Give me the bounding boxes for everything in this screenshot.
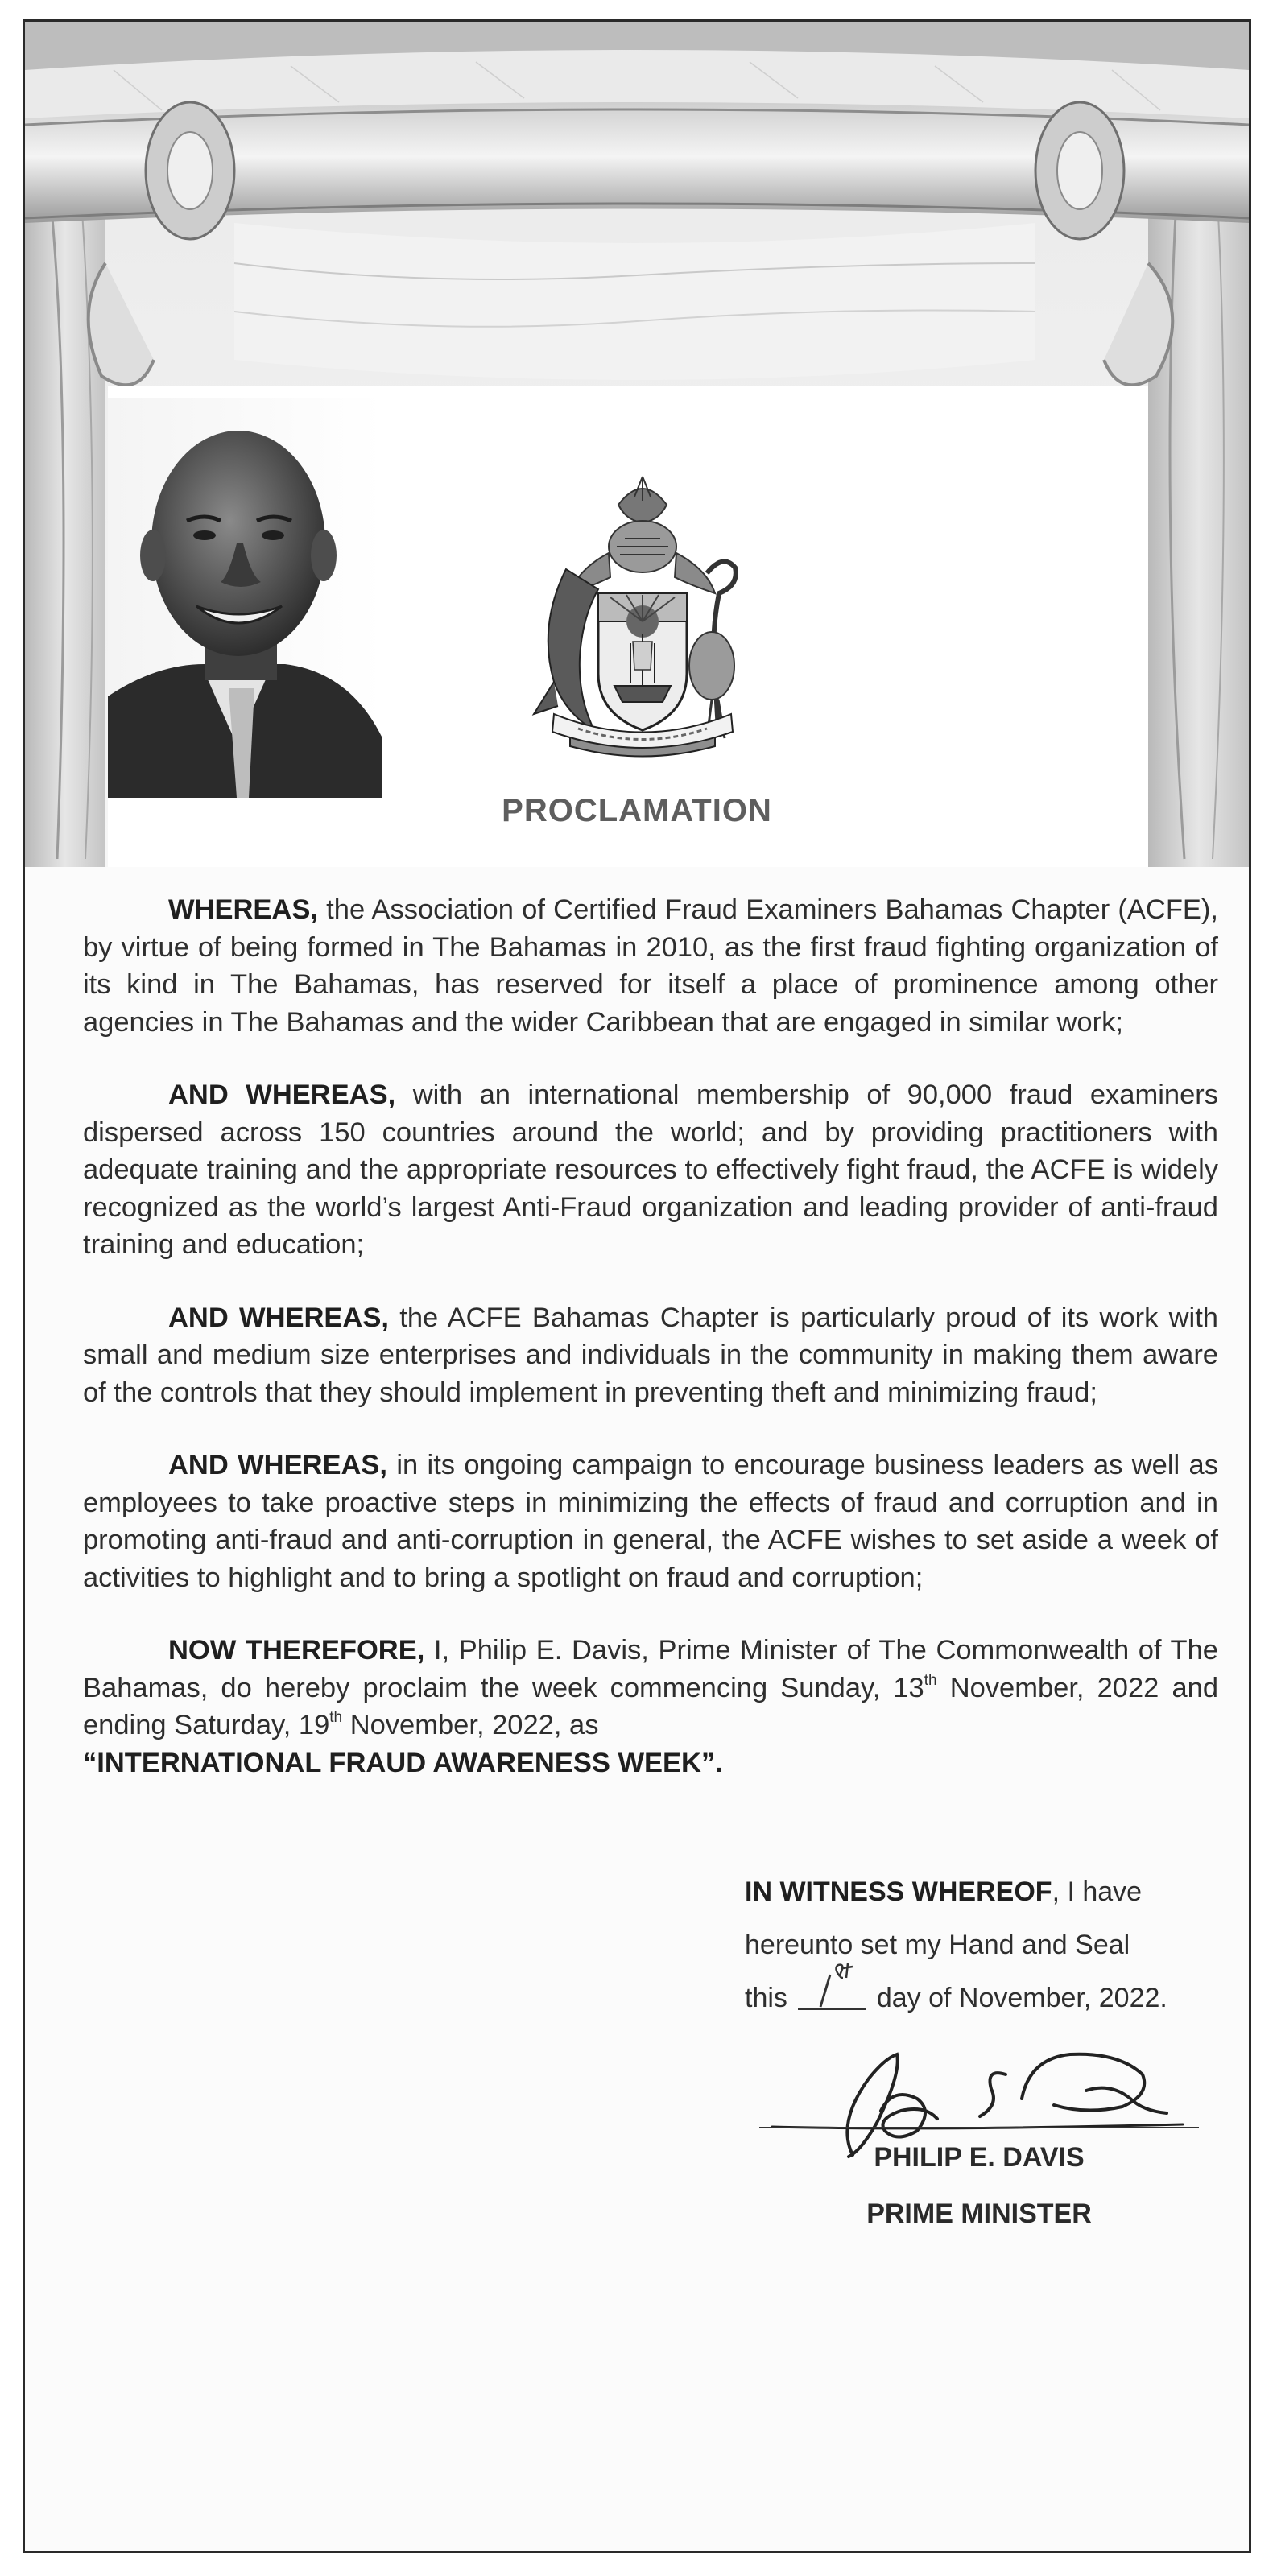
proclamation-title: PROCLAMATION (502, 793, 772, 828)
prime-minister-portrait (108, 398, 382, 798)
paragraph-lead: AND WHEREAS, (168, 1450, 388, 1480)
handwritten-day-1st (798, 1960, 866, 2008)
signatory-title: PRIME MINISTER (866, 2198, 1092, 2229)
paragraph-text: with an international membership of 90,000 fraud examiners dispersed across 150 countries around the world; and by providing practitioners with adequate training and the appropriate resources to effectively fight fraud, the ACFE is widely recognized as the world’s largest Anti-Fraud organization and leading provider of anti-fraud training and education; (83, 1080, 1218, 1260)
coat-of-arms-emblem (522, 473, 763, 762)
whereas-paragraph-4 (83, 1447, 1218, 1596)
paragraph-lead: WHEREAS, (168, 894, 318, 925)
paragraph-text: the Association of Certified Fraud Examiners Bahamas Chapter (ACFE), by virtue of being formed in The Bahamas in 2010, as the first fraud fighting organization of its kind in The Bahamas, has reserved for itself a place of prominence among other agencies in The Bahamas and the wider Caribbean that are engaged in similar work; (83, 894, 1218, 1038)
paragraph-text: in its ongoing campaign to encourage business leaders as well as employees to take proactive steps in minimizing the effects of fraud and corruption and in promoting anti-fraud and anti-corruption in general, the ACFE wishes to set aside a week of activities to highlight and to bring a spotlight on fraud and corruption; (83, 1450, 1218, 1593)
signatory-name: PHILIP E. DAVIS (874, 2142, 1085, 2173)
proclamation-body (83, 891, 1218, 1817)
proclamation-text-part3: November, 2022, as (342, 1710, 599, 1740)
paragraph-lead: AND WHEREAS, (168, 1302, 389, 1333)
proclamation-text-part2: November, 2022 and ending Saturday, 19 (83, 1672, 1219, 1740)
proclamation-page (23, 19, 1251, 2553)
witness-lead: IN WITNESS WHEREOF (745, 1876, 1052, 1907)
witness-line-1 (745, 1865, 1228, 1918)
witness-line-3-post: day of November, 2022. (876, 1983, 1167, 2013)
witness-line-3-pre: this (745, 1983, 787, 2013)
paragraph-lead: NOW THEREFORE, (168, 1635, 425, 1666)
coat-of-arms-image (522, 473, 763, 762)
paragraph-lead: AND WHEREAS, (168, 1080, 396, 1110)
ordinal-suffix: th (329, 1709, 343, 1726)
awareness-week-name: “INTERNATIONAL FRAUD AWARENESS WEEK”. (83, 1747, 723, 1778)
whereas-paragraph-1 (83, 891, 1218, 1041)
witness-line-1-rest: , I have (1052, 1876, 1143, 1907)
portrait-image (108, 398, 382, 798)
whereas-paragraph-3 (83, 1299, 1218, 1412)
now-therefore-paragraph (83, 1632, 1218, 1781)
ordinal-suffix: th (924, 1671, 937, 1689)
witness-line-2: hereunto set my Hand and Seal (745, 1930, 1130, 1960)
witness-block (745, 1865, 1228, 2025)
whereas-paragraph-2 (83, 1076, 1218, 1264)
signature-line (759, 2127, 1199, 2128)
paragraph-text: the ACFE Bahamas Chapter is particularly proud of its work with small and medium size enterprises and individuals in the community in making them aware of the controls that they should implement in preventing theft and minimizing fraud; (83, 1302, 1218, 1408)
handwritten-day-blank (798, 1981, 866, 2010)
proclamation-text-part1: I, Philip E. Davis, Prime Minister of The Commonwealth of The Bahamas, do hereby proclaim the week commencing Sunday, 13 (83, 1635, 1218, 1703)
